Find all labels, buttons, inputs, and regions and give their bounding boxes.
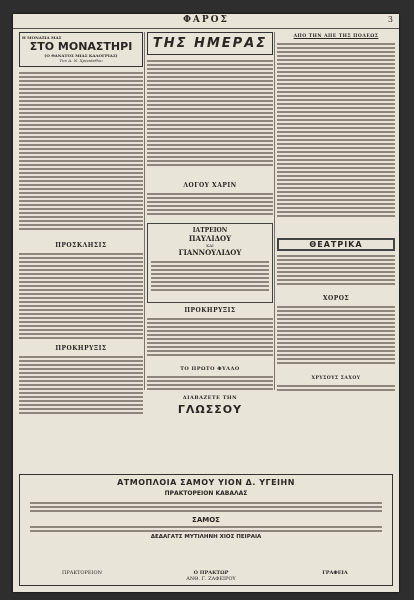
- pharmacy-title: ΛΟΓΟΥ ΧΑΡΙΝ: [183, 182, 237, 189]
- city-body: [277, 41, 395, 236]
- footer-ad-body: [277, 383, 395, 395]
- footer-left: ΠΡΑΚΤΟΡΕΙΟΝ: [62, 570, 102, 576]
- wanted-title: ΔΙΑΒΑΖΕΤΕ ΤΗΝ: [182, 395, 238, 401]
- shipping-ad-agency: ΠΡΑΚΤΟΡΕΙΟΝ ΚΑΒΑΛΑΣ: [164, 490, 248, 497]
- dance-title: ΧΟΡΟΣ: [322, 295, 350, 302]
- column-right: [277, 32, 395, 395]
- article-byline: Του Α. Ν. Χρυσάνθου: [59, 58, 103, 63]
- doctor-name-1: ΠΑΥΛΙΔΟΥ: [188, 234, 232, 243]
- shipping-ad: [19, 474, 393, 586]
- shipping-ad-destination: ΣΑΜΟΣ: [192, 516, 220, 524]
- shipping-ad-footer: [20, 570, 392, 582]
- footer-right: ΓΡΑΦΕΙΑ: [322, 570, 348, 576]
- doctor-ad: [147, 223, 273, 303]
- column-left: [19, 32, 143, 424]
- column-rule: [144, 32, 145, 390]
- wanted-word: ΓΛΩΣΣΟΥ: [177, 403, 243, 416]
- column-rule: [274, 32, 275, 390]
- article-headline: ΣΤΟ ΜΟΝΑΣΤΗΡΙ: [29, 40, 133, 53]
- notice-body: [147, 316, 273, 364]
- section-title: ΠΡΟΣΚΛΗΣΙΣ: [55, 242, 107, 249]
- doctor-name-3: ΓΙΑΝΝΟΥΛΙΔΟΥ: [178, 248, 242, 257]
- footer-mid: Ο ΠΡΑΚΤΩΡ: [193, 570, 229, 576]
- notice-title: ΠΡΟΚΗΡΥΞΙΣ: [184, 307, 236, 314]
- news-body: [147, 58, 273, 180]
- newspaper-page: [13, 14, 399, 592]
- pharmacy-body: [147, 191, 273, 221]
- dance-body: [277, 304, 395, 374]
- footer-agent: ΑΝΘ. Γ. ΖΑΦΕΙΡΟΥ: [186, 576, 236, 582]
- section-title-2: ΠΡΟΚΗΡΥΞΙΣ: [55, 345, 107, 352]
- theatre-title: ΘΕΑΤΡΙΚΑ: [309, 240, 363, 249]
- lost-body: [147, 374, 273, 392]
- page-header: [13, 14, 399, 29]
- section-body-2: [19, 354, 143, 424]
- lost-title: ΤΟ ΠΡΩΤΟ ΦΥΛΛΟ: [180, 366, 240, 372]
- masthead-title: ΦΑΡΟΣ: [183, 15, 229, 25]
- article-header-box: [19, 32, 143, 67]
- article-body: [19, 70, 143, 240]
- city-section-title: ΑΠΟ ΤΗΝ ΑΠΕ ΤΗΣ ΠΟΛΕΩΣ: [293, 34, 379, 39]
- footer-ad-title: ΧΡΥΣΟΥΣ ΣΑΧΟΥ: [311, 376, 361, 381]
- theatre-ad: [277, 238, 395, 251]
- column-middle: [147, 32, 273, 416]
- banner-title: ΤΗΣ ΗΜΕΡΑΣ: [152, 36, 268, 51]
- theatre-body: [277, 253, 395, 293]
- shipping-ad-route: ΔΕΔΑΓΑΤΣ ΜΥΤΙΛΗΝΗ ΧΙΟΣ ΠΕΙΡΑΙΑ: [150, 534, 262, 540]
- banner-box: [147, 32, 273, 55]
- page-number: 3: [387, 15, 393, 24]
- doctor-title: ΙΑΤΡΕΙΟΝ: [192, 227, 228, 234]
- article-kicker: Η ΜΟΝΑΞΙΑ ΜΑΣ: [22, 35, 62, 40]
- section-body: [19, 251, 143, 343]
- doctor-name-2: ΚΑΙ: [206, 243, 214, 248]
- shipping-ad-title: ΑΤΜΟΠΛΟΙΑ ΣΑΜΟΥ ΥΙΟΝ Δ. ΥΓΕΙΗΝ: [117, 478, 295, 487]
- article-subhead: (Ο ΘΑΝΑΤΟΣ ΜΙΑΣ ΚΑΛΟΓΡΙΑΣ): [44, 53, 118, 58]
